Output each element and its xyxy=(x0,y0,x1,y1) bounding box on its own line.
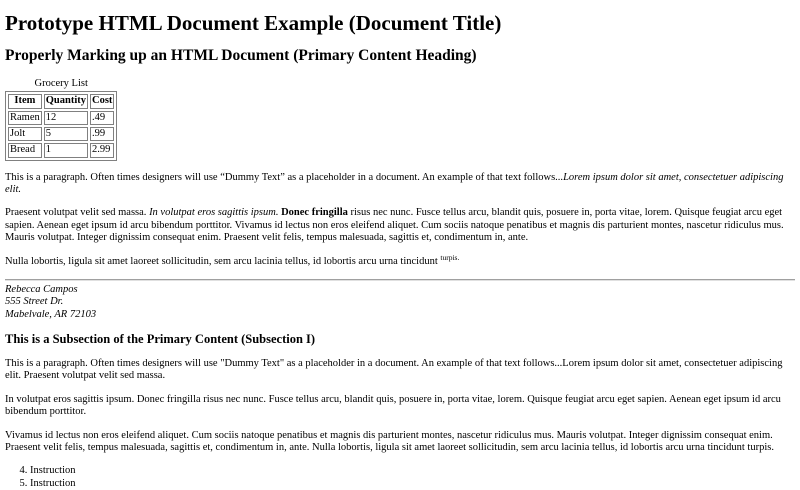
paragraph-lead: Praesent volutpat velit sed massa. xyxy=(5,207,150,219)
document-title: Prototype HTML Document Example (Document Title) xyxy=(5,11,502,35)
address-name: Rebecca Campos xyxy=(5,283,78,295)
table-cell-cost: 2.99 xyxy=(90,143,114,157)
paragraph-lorem xyxy=(5,207,795,244)
table-cell-item: Ramen xyxy=(8,111,42,125)
table-cell-cost: .99 xyxy=(90,127,114,141)
table-cell-item: Bread xyxy=(8,143,42,157)
address-street: 555 Street Dr. xyxy=(5,296,64,308)
table-header-quantity: Quantity xyxy=(44,94,88,108)
table-cell-quantity: 1 xyxy=(44,143,88,157)
paragraph-nulla xyxy=(5,252,795,268)
table-header-row xyxy=(8,94,114,108)
instruction-list xyxy=(5,465,795,490)
paragraph-text: Nulla lobortis, ligula sit amet laoreet sollicitudin, sem arcu lacinia tellus, id lobortis arcu urna tincidunt xyxy=(5,255,441,267)
list-item: 5. Instruction xyxy=(30,478,795,490)
superscript-text: turpis. xyxy=(440,252,460,262)
table-cell-item: Jolt xyxy=(8,127,42,141)
table-cell-quantity: 5 xyxy=(44,127,88,141)
subsection-paragraph-3: Vivamus id lectus non eros eleifend aliquet. Cum sociis natoque penatibus et magnis dis parturient montes, nascetur ridiculus mus. Mauris volutpat. Integer dignissim consequat enim. Praesent velit felis, tempus malesuada, sagittis et, condimentum in, ante. Nulla lobortis, ligula sit amet laoreet sollicitudin, sem arcu lacinia tellus, id lobortis arcu urna tincidunt turpis. xyxy=(5,429,774,453)
paragraph-italic-text: Lorem ipsum dolor sit amet, consectetuer adipiscing elit. xyxy=(5,171,784,196)
address-city: Mabelvale, AR 72103 xyxy=(5,308,97,320)
grocery-table xyxy=(5,78,117,161)
paragraph-strong: Donec fringilla xyxy=(281,207,348,219)
contact-address xyxy=(5,284,795,321)
table-row xyxy=(8,143,114,157)
table-row xyxy=(8,111,114,125)
table-header-cost: Cost xyxy=(90,94,114,108)
paragraph-text: This is a paragraph. Often times designers will use “Dummy Text” as a placeholder in a document. An example of that text follows... xyxy=(5,171,564,183)
table-header-item: Item xyxy=(8,94,42,108)
horizontal-rule xyxy=(5,279,795,281)
table-cell-cost: .49 xyxy=(90,111,114,125)
subsection-paragraph-2: In volutpat eros sagittis ipsum. Donec fringilla risus nec nunc. Fusce tellus arcu, blandit quis, posuere in, porta vitae, lorem. Quisque feugiat arcu eget sapien. Aenean eget ipsum id arcu bibendum porttitor. xyxy=(5,393,781,418)
paragraph-dummy-text xyxy=(5,172,795,197)
table-cell-quantity: 12 xyxy=(44,111,88,125)
paragraph-rest: risus nec nunc. Fusce tellus arcu, blandit quis, posuere in, porta vitae, lorem. Quisque feugiat arcu eget sapien. Aenean eget ipsum id arcu bibendum porttitor. Vivamus id lectus non eros eleifend aliquet. Cum sociis natoque penatibus et magnis dis parturient montes, nascetur ridiculus mus. Mauris volutpat. Integer dignissim consequat enim. Praesent velit felis, tempus malesuada, sagittis et, condimentum in, ante. xyxy=(5,207,784,244)
paragraph-emphasis: In volutpat eros sagittis ipsum. xyxy=(149,207,279,219)
subsection-heading: This is a Subsection of the Primary Content (Subsection I) xyxy=(5,332,316,347)
grocery-table-caption: Grocery List xyxy=(34,77,88,89)
subsection-paragraph-1: This is a paragraph. Often times designers will use "Dummy Text" as a placeholder in a document. An example of that text follows...Lorem ipsum dolor sit amet, consectetuer adipiscing elit. Praesent volutpat velit sed massa. xyxy=(5,358,783,382)
document-page xyxy=(0,11,800,489)
list-item: 4. Instruction xyxy=(30,465,795,477)
primary-content-heading: Properly Marking up an HTML Document (Primary Content Heading) xyxy=(5,47,477,65)
table-row xyxy=(8,127,114,141)
